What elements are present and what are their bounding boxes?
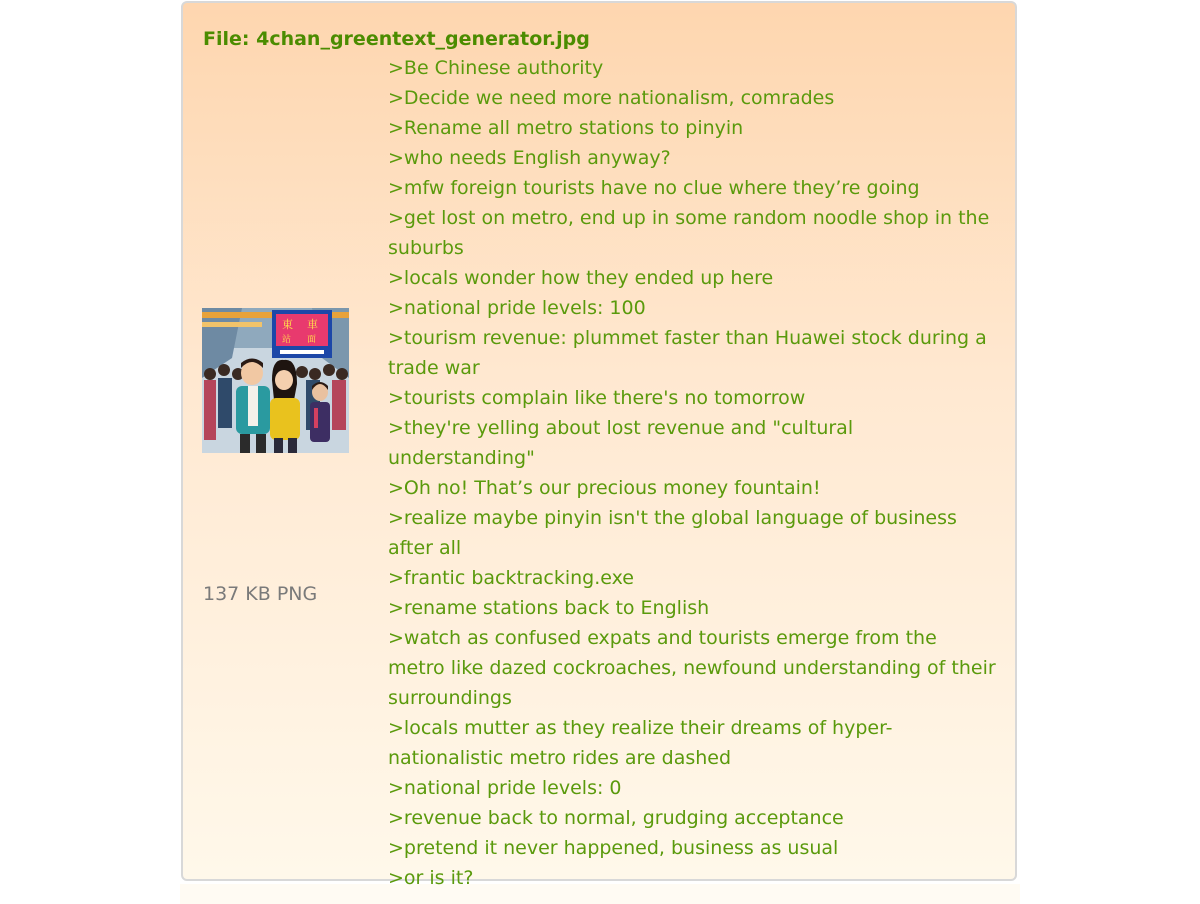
greentext-line: >revenue back to normal, grudging acceptance bbox=[388, 807, 844, 829]
greentext-line: >mfw foreign tourists have no clue where they’re going bbox=[388, 177, 920, 199]
greentext-line: >Be Chinese authority bbox=[388, 57, 604, 79]
greentext-line: >or is it? bbox=[388, 867, 474, 889]
greentext-line: >get lost on metro, end up in some random noodle shop in the suburbs bbox=[388, 207, 996, 259]
greentext-line: >tourists complain like there's no tomorrow bbox=[388, 387, 806, 409]
greentext-line: >tourism revenue: plummet faster than Huawei stock during a trade war bbox=[388, 327, 993, 379]
post-card bbox=[181, 1, 1017, 889]
greentext-line: >rename stations back to English bbox=[388, 597, 710, 619]
sign-char-1: 東 bbox=[282, 318, 293, 331]
greentext-line: >who needs English anyway? bbox=[388, 147, 671, 169]
file-size-meta: 137 KB PNG bbox=[203, 583, 318, 605]
greentext-line: >realize maybe pinyin isn't the global language of business after all bbox=[388, 507, 963, 559]
greentext-line: >locals mutter as they realize their dreams of hyper-nationalistic metro rides are dashed bbox=[388, 717, 893, 769]
greentext-list bbox=[388, 53, 1002, 893]
greentext-line: >national pride levels: 100 bbox=[388, 297, 646, 319]
file-name-link[interactable]: File: 4chan_greentext_generator.jpg bbox=[203, 28, 590, 50]
greentext-line: >locals wonder how they ended up here bbox=[388, 267, 774, 289]
post-thumbnail-image[interactable] bbox=[202, 308, 349, 453]
greentext-line: >Oh no! That’s our precious money fountain! bbox=[388, 477, 821, 499]
greentext-line: >they're yelling about lost revenue and "cultural understanding" bbox=[388, 417, 860, 469]
greentext-line: >frantic backtracking.exe bbox=[388, 567, 634, 589]
sign-char-3: 站 bbox=[282, 335, 292, 345]
greentext-line: >watch as confused expats and tourists emerge from the metro like dazed cockroaches, newfound understanding of their surroundings bbox=[388, 627, 1002, 709]
greentext-line: >national pride levels: 0 bbox=[388, 777, 622, 799]
greentext-line: >pretend it never happened, business as usual bbox=[388, 837, 839, 859]
sign-char-4: 面 bbox=[307, 335, 317, 345]
greentext-line: >Decide we need more nationalism, comrades bbox=[388, 87, 835, 109]
greentext-line: >Rename all metro stations to pinyin bbox=[388, 117, 744, 139]
sign-char-2: 車 bbox=[307, 318, 318, 331]
